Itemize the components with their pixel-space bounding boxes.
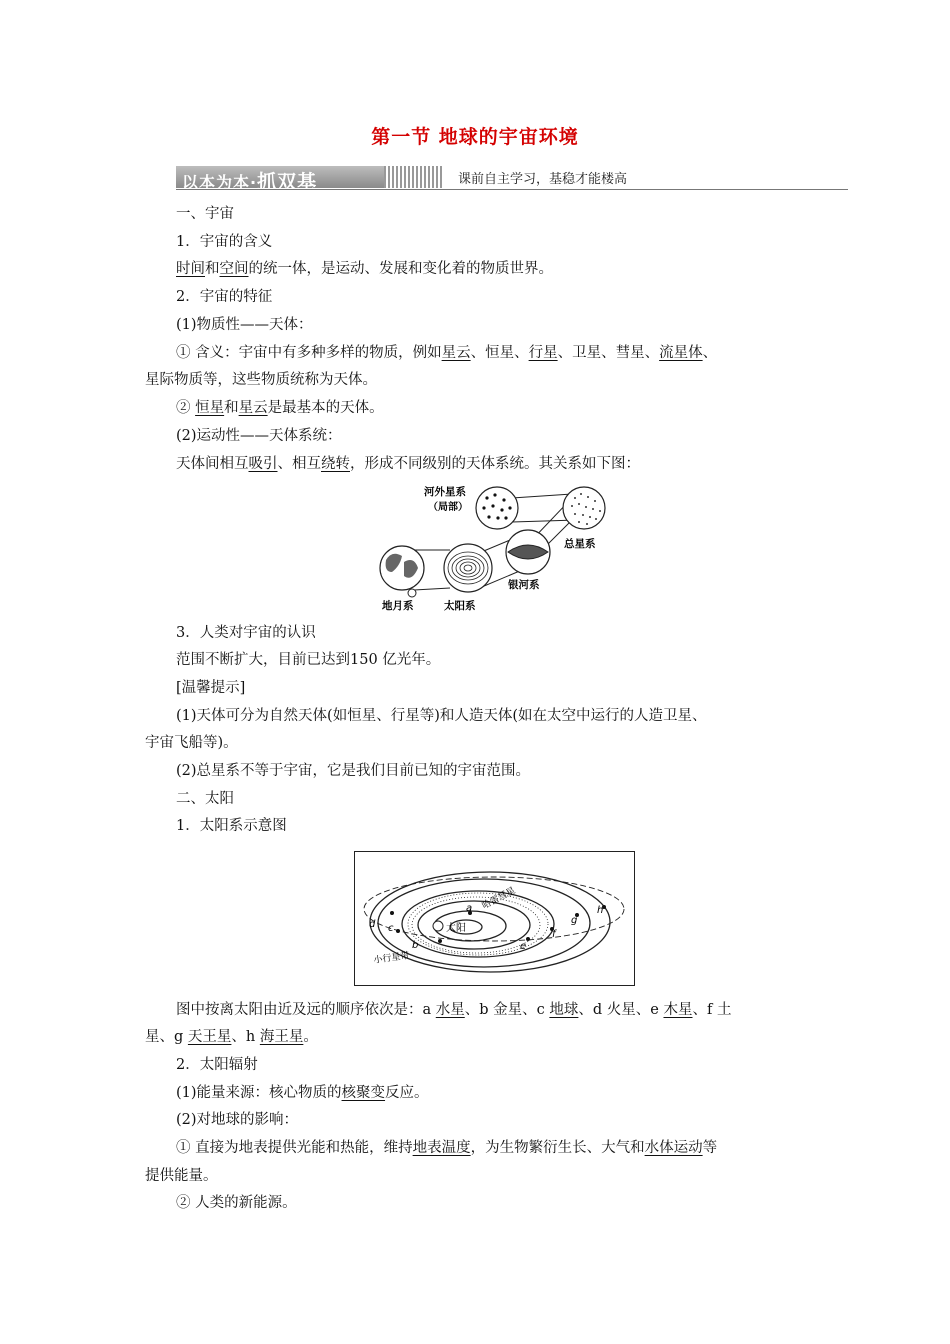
- paragraph: (1)天体可分为自然天体(如恒星、行星等)和人造天体(如在太空中运行的人造卫星、: [176, 708, 707, 724]
- label-e: e: [520, 941, 527, 952]
- label-a: a: [466, 903, 473, 914]
- sun-icon: [433, 921, 443, 931]
- paragraph: 天体间相互吸引、相互绕转，形成不同级别的天体系统。其关系如下图：: [176, 456, 640, 472]
- paragraph: 图中按离太阳由近及远的顺序依次是：a 水星、b 金星、c 地球、d 火星、e 木星、f 土: [176, 1002, 732, 1018]
- tip-label: [温馨提示]: [176, 680, 246, 696]
- paragraph: 星际物质等，这些物质统称为天体。: [145, 372, 377, 388]
- paragraph: (1)能量来源：核心物质的核聚变反应。: [176, 1085, 429, 1101]
- earth-moon-label: 地月系: [382, 600, 414, 612]
- milky-way-label: 银河系: [508, 579, 540, 591]
- subheading: 1．太阳系示意图: [176, 818, 287, 834]
- banner-label: 以本为本·抓双基: [176, 166, 384, 188]
- paragraph: ① 直接为地表提供光能和热能，维持地表温度，为生物繁衍生长、大气和水体运动等: [176, 1140, 718, 1156]
- subheading: 2．太阳辐射: [176, 1057, 258, 1073]
- paragraph: ② 人类的新能源。: [176, 1195, 297, 1211]
- solar-system-figure: [354, 851, 635, 987]
- other-galaxy-circle: [476, 487, 518, 529]
- section-heading: 一、宇宙: [176, 206, 234, 222]
- label-h: h: [597, 905, 604, 916]
- comet-label: 哈雷彗星: [480, 885, 518, 912]
- label-c: c: [388, 923, 394, 934]
- paragraph: (2)对地球的影响：: [176, 1112, 299, 1128]
- subheading: 1．宇宙的含义: [176, 234, 273, 250]
- subheading: 3．人类对宇宙的认识: [176, 625, 316, 641]
- paragraph: (2)运动性——天体系统：: [176, 428, 342, 444]
- label-f: f: [552, 929, 556, 940]
- divider: [176, 189, 848, 190]
- paragraph: 星、g 天王星、h 海王星。: [145, 1029, 318, 1045]
- paragraph: 时间和空间的统一体，是运动、发展和变化着的物质世界。: [176, 261, 553, 277]
- asteroid-label: 小行星带: [373, 951, 411, 966]
- label-d: d: [369, 919, 376, 930]
- section-banner: [176, 164, 848, 193]
- galaxy-other-label: 河外星系: [424, 486, 466, 498]
- universe-circle: [563, 487, 605, 529]
- paragraph: (1)物质性——天体：: [176, 317, 313, 333]
- paragraph: 范围不断扩大，目前已达到150 亿光年。: [176, 652, 441, 668]
- celestial-systems-figure: [372, 480, 612, 616]
- banner-subtitle: 课前自主学习，基稳才能楼高: [458, 172, 628, 187]
- solar-system-circle: [444, 544, 492, 592]
- section-heading: 二、太阳: [176, 791, 234, 807]
- banner-stripe: [384, 166, 444, 188]
- label-b: b: [412, 940, 419, 951]
- partial-label: （局部）: [428, 502, 468, 513]
- label-g: g: [571, 915, 578, 926]
- page-title: 第一节 地球的宇宙环境: [371, 126, 579, 148]
- paragraph: 宇宙飞船等)。: [145, 735, 238, 751]
- universe-label: 总星系: [564, 538, 596, 550]
- paragraph: 提供能量。: [145, 1168, 218, 1184]
- subheading: 2．宇宙的特征: [176, 289, 273, 305]
- paragraph: ① 含义：宇宙中有多种多样的物质，例如星云、恒星、行星、卫星、彗星、流星体、: [176, 345, 718, 361]
- solar-system-label: 太阳系: [444, 600, 476, 612]
- paragraph: (2)总星系不等于宇宙，它是我们目前已知的宇宙范围。: [176, 763, 531, 779]
- sun-label: 太阳: [446, 923, 466, 934]
- paragraph: ② 恒星和星云是最基本的天体。: [176, 400, 384, 416]
